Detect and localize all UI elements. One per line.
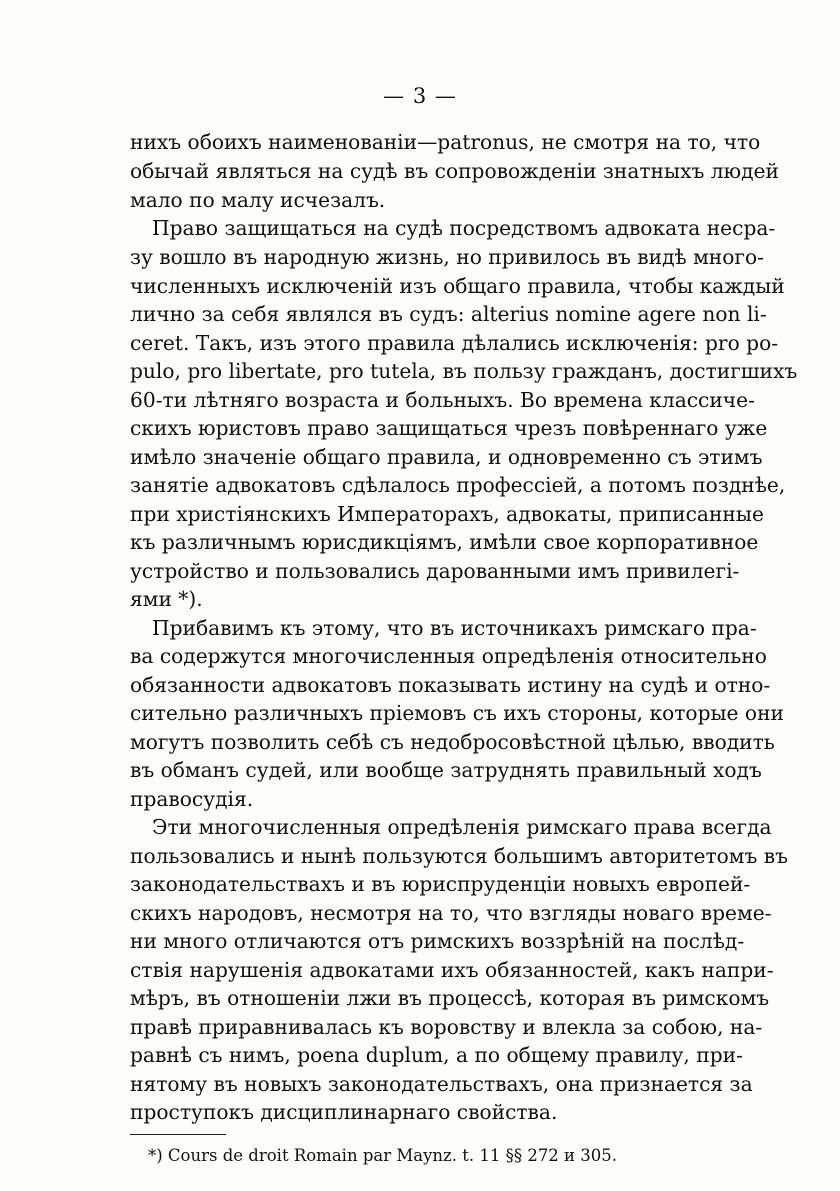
text-line: сительно различныхъ прiемовъ съ ихъ стороны, которые они [130, 701, 784, 725]
text-line: ceret. Такъ, изъ этого правила дѣлались исключенiя: pro po- [130, 331, 779, 355]
text-line: пользовались и нынѣ пользуются большимъ авторитетомъ въ [130, 844, 788, 868]
text-line: численныхъ исключенiй изъ общаго правила, чтобы каждый [130, 274, 785, 298]
text-line: законодательствахъ и въ юриспруденцiи новыхъ европей- [130, 872, 751, 896]
text-line: при христiянскихъ Императорахъ, адвокаты, приписанные [130, 502, 764, 526]
text-line: могутъ позволить себѣ съ недобросовѣстной цѣлью, вводить [130, 730, 775, 754]
text-line: pulo, pro libertate, pro tutela, въ пользу гражданъ, достигшихъ [130, 359, 798, 383]
text-line: ствiя нарушенiя адвокатами ихъ обязанностей, какъ напри- [130, 958, 774, 982]
text-line: ями *). [130, 587, 203, 611]
text-line: ва содержутся многочисленныя опредѣленiя относительно [130, 644, 767, 668]
text-line: обязанности адвокатовъ показывать истину на судѣ и отно- [130, 673, 771, 697]
footnote-rule [130, 1134, 226, 1135]
text-line: мѣръ, въ отношенiи лжи въ процессѣ, которая въ римскомъ [130, 986, 770, 1010]
page-number: — 3 — [383, 84, 457, 108]
text-line: нихъ обоихъ наименованiи—patronus, не смотря на то, что [130, 130, 761, 154]
text-line: занятiе адвокатовъ сдѣлалось профессiей, а потомъ позднѣе, [130, 473, 786, 497]
text-line: Эти многочисленныя опредѣленiя римскаго права всегда [152, 815, 772, 839]
text-line: ни много отличаются отъ римскихъ воззрѣнiй на послѣд- [130, 929, 745, 953]
text-line: мало по малу исчезалъ. [130, 188, 386, 212]
text-line: скихъ юристовъ право защищаться чрезъ повѣреннаго уже [130, 416, 768, 440]
footnote: *) Cours de droit Romain par Maynz. t. 11 §§ 272 и 305. [148, 1146, 618, 1165]
text-line: Право защищаться на судѣ посредствомъ адвоката несра- [152, 216, 776, 240]
text-line: 60-ти лѣтняго возраста и больныхъ. Во времена классиче- [130, 388, 755, 412]
text-line: проступокъ дисциплинарнаго свойства. [130, 1100, 558, 1124]
text-line: зу вошло въ народную жизнь, но привилось въ видѣ много- [130, 245, 764, 269]
text-line: правосудiя. [130, 787, 254, 811]
text-line: скихъ народовъ, несмотря на то, что взгляды новаго време- [130, 901, 772, 925]
text-line: нятому въ новыхъ законодательствахъ, она признается за [130, 1072, 753, 1096]
text-line: Прибавимъ къ этому, что въ источникахъ римскаго пра- [152, 616, 757, 640]
text-line: обычай являться на судѣ въ сопровожденiи знатныхъ людей [130, 159, 779, 183]
text-line: въ обманъ судей, или вообще затруднять правильный ходъ [130, 758, 762, 782]
text-line: имѣло значенiе общаго правила, и одновременно съ этимъ [130, 445, 763, 469]
text-line: устройство и пользовались дарованными имъ привилегi- [130, 559, 740, 583]
text-line: правѣ приравнивалась къ воровству и влекла за собою, на- [130, 1015, 763, 1039]
text-line: къ различнымъ юрисдикцiямъ, имѣли свое корпоративное [130, 530, 759, 554]
text-line: равнѣ съ нимъ, poena duplum, а по общему правилу, при- [130, 1043, 743, 1067]
text-line: лично за себя являлся въ судъ: alterius nomine agere non li- [130, 302, 767, 326]
